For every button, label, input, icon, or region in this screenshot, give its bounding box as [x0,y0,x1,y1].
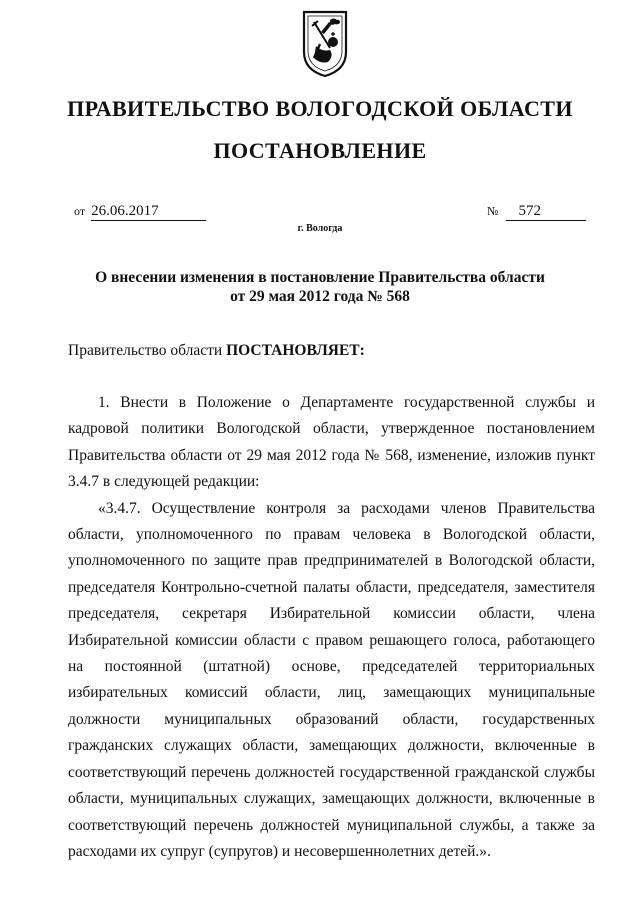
city-label: г. Вологда [297,223,343,234]
decree-verb: ПОСТАНОВЛЯЕТ: [226,342,365,359]
number-field [487,203,586,221]
decree-statement [68,342,365,360]
number-prefix: № [487,204,499,218]
vologda-coat-of-arms-icon [300,8,350,78]
subject-line-2: от 29 мая 2012 года № 568 [230,288,410,305]
number-value: 572 [506,203,586,221]
document-body [68,390,595,865]
date-prefix: от [74,204,86,218]
subject-line-1: О внесении изменения в постановление Правительства области [95,269,545,286]
paragraph-2: «3.4.7. Осуществление контроля за расходами членов Правительства области, уполномоченного по правам человека в Вологодской области, уполномоченного по защите прав предпринимателей в Вологодской области, председателя Контрольно-счетной палаты области, председателя, заместителя председателя, секретаря Избирательной комиссии области, члена Избирательной комиссии области с правом решающего голоса, работающего на постоянной (штатной) основе, председателей территориальных избирательных комиссий области, лиц, замещающих муниципальные должности муниципальных образований области, государственных гражданских служащих области, замещающих должности, включенные в соответствующий перечень должностей государственной гражданской службы области, муниципальных служащих, замещающих должности, включенные в соответствующий перечень должностей муниципальной службы, а также за расходами их супруг (супругов) и несовершеннолетних детей.». [68,499,595,860]
date-field [74,203,206,221]
document-subject [60,268,580,306]
decree-subject: Правительство области [68,342,223,359]
date-value: 26.06.2017 [91,203,206,221]
paragraph-1: 1. Внести в Положение о Департаменте государственной службы и кадровой политики Вологодской области, утвержденное постановлением Правительства области от 29 мая 2012 года № 568, изменение, изложив пункт 3.4.7 в следующей редакции: [68,394,595,491]
government-title: ПРАВИТЕЛЬСТВО ВОЛОГОДСКОЙ ОБЛАСТИ [67,96,573,121]
document-type: ПОСТАНОВЛЕНИЕ [213,138,427,163]
